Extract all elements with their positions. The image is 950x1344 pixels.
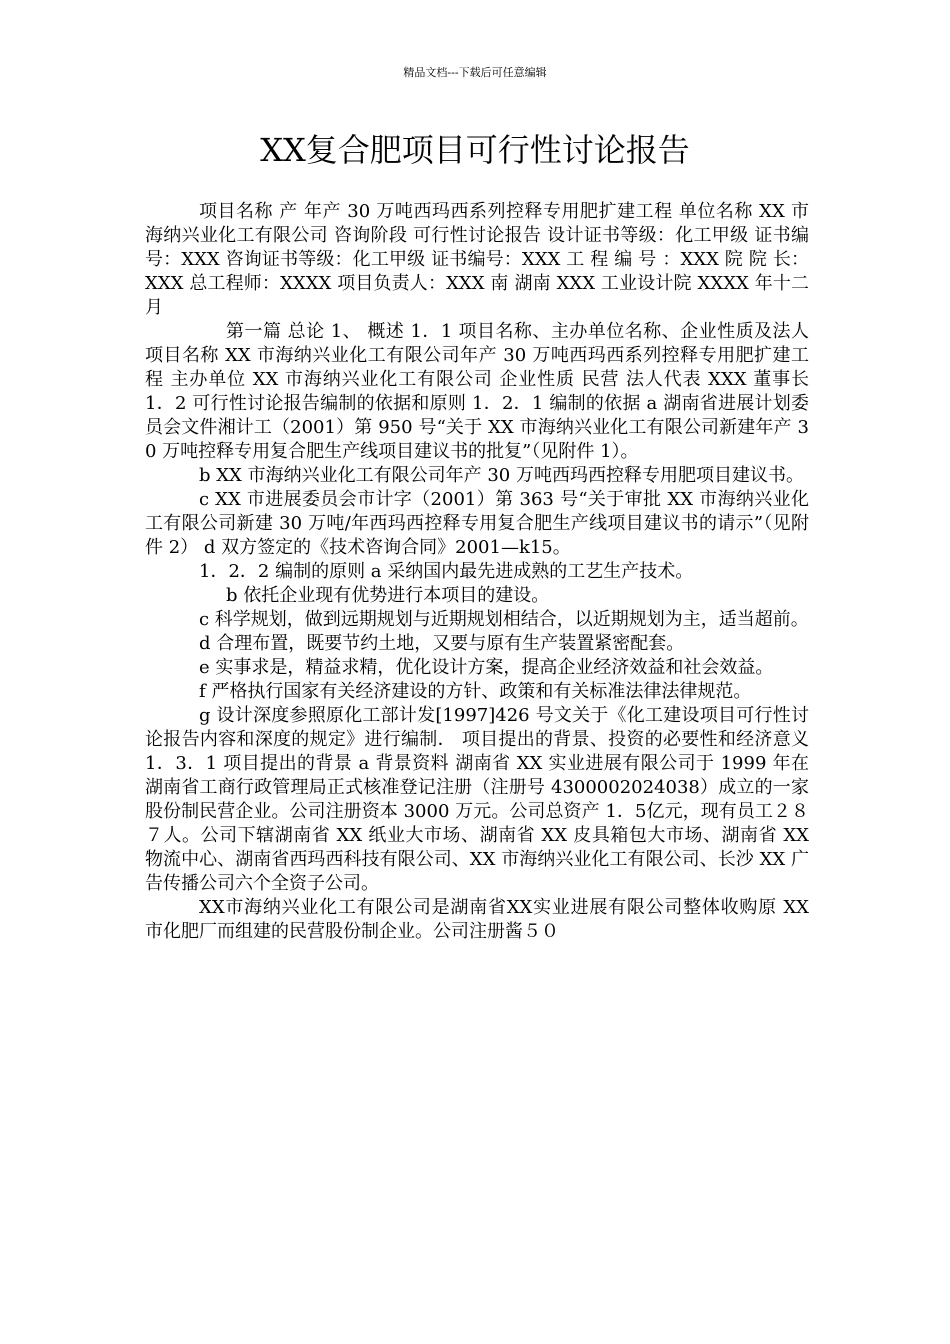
document-title: XX复合肥项目可行性讨论报告 <box>260 131 690 169</box>
document-body <box>145 200 809 944</box>
principle-item-c: c 科学规划，做到远期规划与近期规划相结合，以近期规划为主，适当超前。 <box>199 609 809 630</box>
principle-item-a: 1．2．2 编制的原则 a 采纳国内最先进成熟的工艺生产技术。 <box>199 561 694 582</box>
company-paragraph: XX市海纳兴业化工有限公司是湖南省XX实业进展有限公司整体收购原 XX 市化肥厂而组建的民营股份制企业。公司注册酱５０ <box>145 897 809 942</box>
principle-item-e: e 实事求是，精益求精，优化设计方案，提高企业经济效益和社会效益。 <box>199 657 774 678</box>
page-header-watermark: 精品文档---下载后可任意编辑 <box>403 66 547 79</box>
principle-item-d: d 合理布置，既要节约土地，又要与原有生产装置紧密配套。 <box>199 633 685 654</box>
basis-item-b: b XX 市海纳兴业化工有限公司年产 30 万吨西玛西控释专用肥项目建议书。 <box>199 465 804 486</box>
overview-paragraph: 第一篇 总论 1、 概述 1．1 项目名称、主办单位名称、企业性质及法人 项目名称 XX 市海纳兴业化工有限公司年产 30 万吨西玛西系列控释专用肥扩建工程 主办单位 XX 市海纳兴业化工有限公司 企业性质 民营 法人代表 XXX 董事长 1．2 可行性讨论报告编制的依据和原则 1．2．1 编制的依据 a 湖南省进展计划委员会文件湘计工（2001）第 950 号“关于 XX 市海纳兴业化工有限公司新建年产 30 万吨控释专用复合肥生产线项目建议书的批复”（见附件 1）。 <box>145 321 809 462</box>
principle-item-f: f 严格执行国家有关经济建设的方针、政策和有关标准法律法律规范。 <box>199 681 752 702</box>
project-info-paragraph: 项目名称 产 年产 30 万吨西玛西系列控释专用肥扩建工程 单位名称 XX 市海纳兴业化工有限公司 咨询阶段 可行性讨论报告 设计证书等级：化工甲级 证书编号：XXX 咨询证书等级：化工甲级 证书编号：XXX 工 程 编 号 ：XXX 院 院 长：XXX 总工程师：XXXX 项目负责人：XXX 南 湖南 XXX 工业设计院 XXXX 年十二月 <box>145 201 809 318</box>
principle-item-g: g 设计深度参照原化工部计发[1997]426 号文关于《化工建设项目可行性讨论报告内容和深度的规定》进行编制． 项目提出的背景、投资的必要性和经济意义 1．3．1 项目提出的背景 a 背景资料 湖南省 XX 实业进展有限公司于 1999 年在湖南省工商行政管理局正式核准登记注册（注册号 4300002024038）成立的一家股份制民营企业。公司注册资本 3000 万元。公司总资产 1．5亿元，现有员工２８７人。公司下辖湖南省 XX 纸业大市场、湖南省 XX 皮具箱包大市场、湖南省 XX 物流中心、湖南省西玛西科技有限公司、XX 市海纳兴业化工有限公司、长沙 XX 广告传播公司六个全资子公司。 <box>145 705 809 894</box>
basis-item-c: c XX 市进展委员会市计字（2001）第 363 号“关于审批 XX 市海纳兴业化工有限公司新建 30 万吨/年西玛西控释专用复合肥生产线项目建议书的请示”（见附件 2） d 双方签定的《技术咨询合同》2001—k15。 <box>145 489 809 558</box>
principle-item-b: b 依托企业现有优势进行本项目的建设。 <box>226 585 550 606</box>
